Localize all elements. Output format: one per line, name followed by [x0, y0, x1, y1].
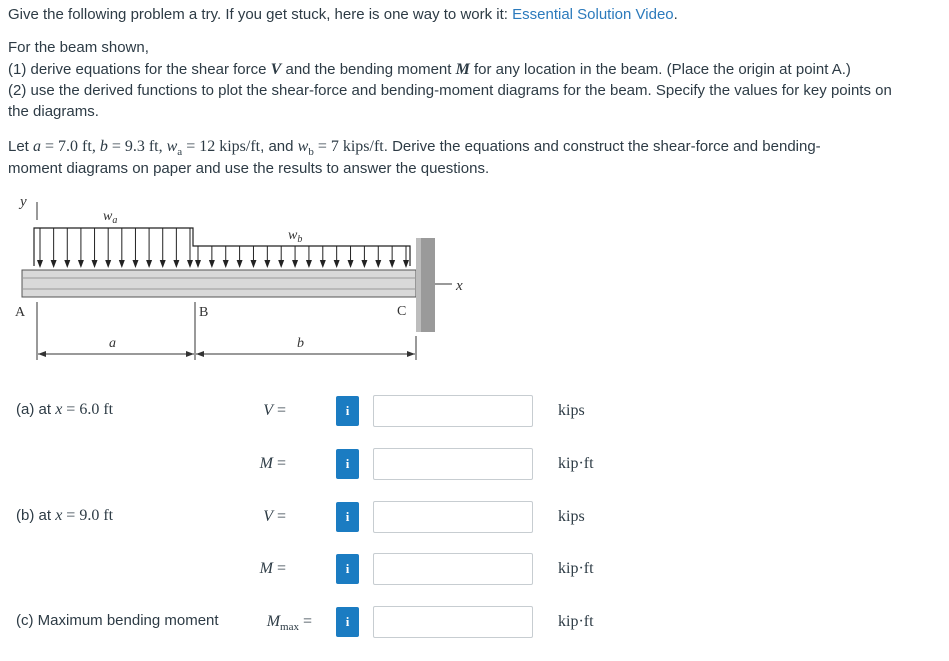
- answer-input[interactable]: [373, 395, 533, 427]
- question-label-val: = 6.0 ft: [62, 401, 114, 418]
- step-1-c: for any location in the beam. (Place the origin at point A.): [469, 61, 851, 78]
- question-label-var: x: [55, 401, 63, 418]
- step-1-v: V: [270, 61, 282, 78]
- unit-label: kip·ft: [558, 455, 594, 472]
- given-wb-sub: b: [308, 146, 314, 158]
- dim-a-label: a: [109, 336, 116, 351]
- given-wa-sym: w: [166, 138, 178, 155]
- question-label: [16, 612, 219, 630]
- given-b-sym: b: [99, 138, 108, 155]
- load-arrow-head: [223, 260, 229, 268]
- load-arrow-head: [250, 260, 256, 268]
- answer-input[interactable]: [373, 606, 533, 638]
- answer-input[interactable]: [373, 501, 533, 533]
- load-arrow-head: [209, 260, 215, 268]
- load-wa-label: $w_a$: [103, 209, 118, 226]
- load-outline: [34, 228, 410, 266]
- load-arrow-head: [92, 260, 98, 268]
- given-a-sym: a: [33, 138, 42, 155]
- given-a-val: = 7.0 ft,: [41, 138, 100, 155]
- question-var-eq: =: [272, 560, 286, 577]
- load-wb-label: $w_b$: [288, 228, 303, 245]
- load-arrow-head: [173, 260, 179, 268]
- given-wb-val: = 7 kips/ft: [313, 138, 384, 155]
- info-icon[interactable]: i: [336, 607, 359, 637]
- load-arrow-head: [160, 260, 166, 268]
- info-icon[interactable]: i: [336, 502, 359, 532]
- load-arrow-head: [361, 260, 367, 268]
- point-c-label: C: [397, 304, 407, 319]
- question-label-pre: (a) at: [16, 401, 56, 418]
- dim-b-arrow-left: [196, 351, 204, 357]
- step-2-line-2: the diagrams.: [8, 103, 99, 120]
- dim-b-label: b: [297, 336, 304, 351]
- load-arrow-head: [78, 260, 84, 268]
- load-arrow-head: [306, 260, 312, 268]
- intro-line: [8, 4, 678, 25]
- question-var-symbol: M: [259, 455, 273, 472]
- solution-video-link[interactable]: Essential Solution Video: [512, 6, 674, 23]
- question-label-pre: (c) Maximum bending moment: [16, 612, 219, 629]
- given-let: Let: [8, 138, 34, 155]
- load-arrow-head: [37, 260, 43, 268]
- y-axis-label: y: [20, 194, 27, 210]
- fixed-wall-edge: [416, 238, 421, 332]
- question-label: [16, 401, 113, 419]
- load-arrow-head: [403, 260, 409, 268]
- question-var-symbol: M: [266, 613, 281, 630]
- load-arrow-head: [320, 260, 326, 268]
- load-arrow-head: [264, 260, 270, 268]
- load-arrow-head: [278, 260, 284, 268]
- point-b-label: B: [199, 305, 209, 320]
- answer-input[interactable]: [373, 553, 533, 585]
- load-arrow-head: [119, 260, 125, 268]
- question-var: [206, 455, 286, 473]
- unit-label: kips: [558, 508, 585, 525]
- load-arrow-head: [389, 260, 395, 268]
- given-line-2: moment diagrams on paper and use the results to answer the questions.: [8, 160, 490, 177]
- question-var: [206, 560, 286, 578]
- load-arrow-head: [348, 260, 354, 268]
- load-arrow-head: [375, 260, 381, 268]
- question-var-eq: =: [272, 402, 286, 419]
- question-var-symbol: M: [259, 560, 273, 577]
- load-arrow-head: [187, 260, 193, 268]
- question-var-eq: =: [272, 455, 286, 472]
- load-a-arrows: [37, 228, 193, 268]
- step-1-b: and the bending moment: [281, 61, 456, 78]
- given-wa-val: = 12 kips/ft: [182, 138, 261, 155]
- unit-label: kip·ft: [558, 613, 594, 630]
- load-arrow-head: [237, 260, 243, 268]
- step-2-line-1: (2) use the derived functions to plot the shear-force and bending-moment diagrams for the beam. Specify the values for key points on: [8, 82, 892, 99]
- step-1-a: (1) derive equations for the shear force: [8, 61, 271, 78]
- given-and: , and: [260, 138, 298, 155]
- for-beam-text: For the beam shown,: [8, 39, 149, 56]
- unit-label: kip·ft: [558, 560, 594, 577]
- load-b-arrows: [195, 246, 409, 268]
- question-var-symbol: V: [263, 508, 273, 525]
- question-var-symbol: V: [263, 402, 273, 419]
- info-icon[interactable]: i: [336, 554, 359, 584]
- given-wb-sym: w: [297, 138, 309, 155]
- dim-b-arrow-right: [407, 351, 415, 357]
- question-var-sub: max: [280, 621, 299, 633]
- given-b-val: = 9.3 ft,: [107, 138, 167, 155]
- dim-a-arrow-right: [186, 351, 194, 357]
- load-arrow-head: [105, 260, 111, 268]
- load-arrow-head: [51, 260, 57, 268]
- intro-text: Give the following problem a try. If you get stuck, here is one way to work it:: [8, 6, 513, 23]
- load-arrow-head: [64, 260, 70, 268]
- intro-after: .: [673, 6, 678, 23]
- step-1-m: M: [455, 61, 470, 78]
- step-1: [8, 59, 851, 80]
- load-arrow-head: [132, 260, 138, 268]
- x-axis-label: x: [456, 278, 463, 294]
- beam-diagram: [0, 190, 480, 370]
- question-var: [232, 613, 312, 631]
- unit-label: kips: [558, 402, 585, 419]
- load-arrow-head: [146, 260, 152, 268]
- beam-body: [22, 270, 416, 297]
- given-line-1: [8, 136, 821, 159]
- given-rest-1: . Derive the equations and construct the shear-force and bending-: [383, 138, 821, 155]
- question-var: [206, 508, 286, 526]
- info-icon[interactable]: i: [336, 449, 359, 479]
- question-label-pre: (b) at: [16, 507, 56, 524]
- load-arrow-head: [292, 260, 298, 268]
- info-icon[interactable]: i: [336, 396, 359, 426]
- given-wa-sub: a: [177, 146, 183, 158]
- point-a-label: A: [15, 305, 26, 320]
- answer-input[interactable]: [373, 448, 533, 480]
- load-arrow-head: [334, 260, 340, 268]
- question-label: [16, 507, 113, 525]
- dim-a-arrow-left: [38, 351, 46, 357]
- question-var: [206, 402, 286, 420]
- question-label-val: = 9.0 ft: [62, 507, 114, 524]
- load-arrow-head: [195, 260, 201, 268]
- question-label-var: x: [55, 507, 63, 524]
- question-var-eq: =: [272, 508, 286, 525]
- question-var-eq: =: [298, 613, 312, 630]
